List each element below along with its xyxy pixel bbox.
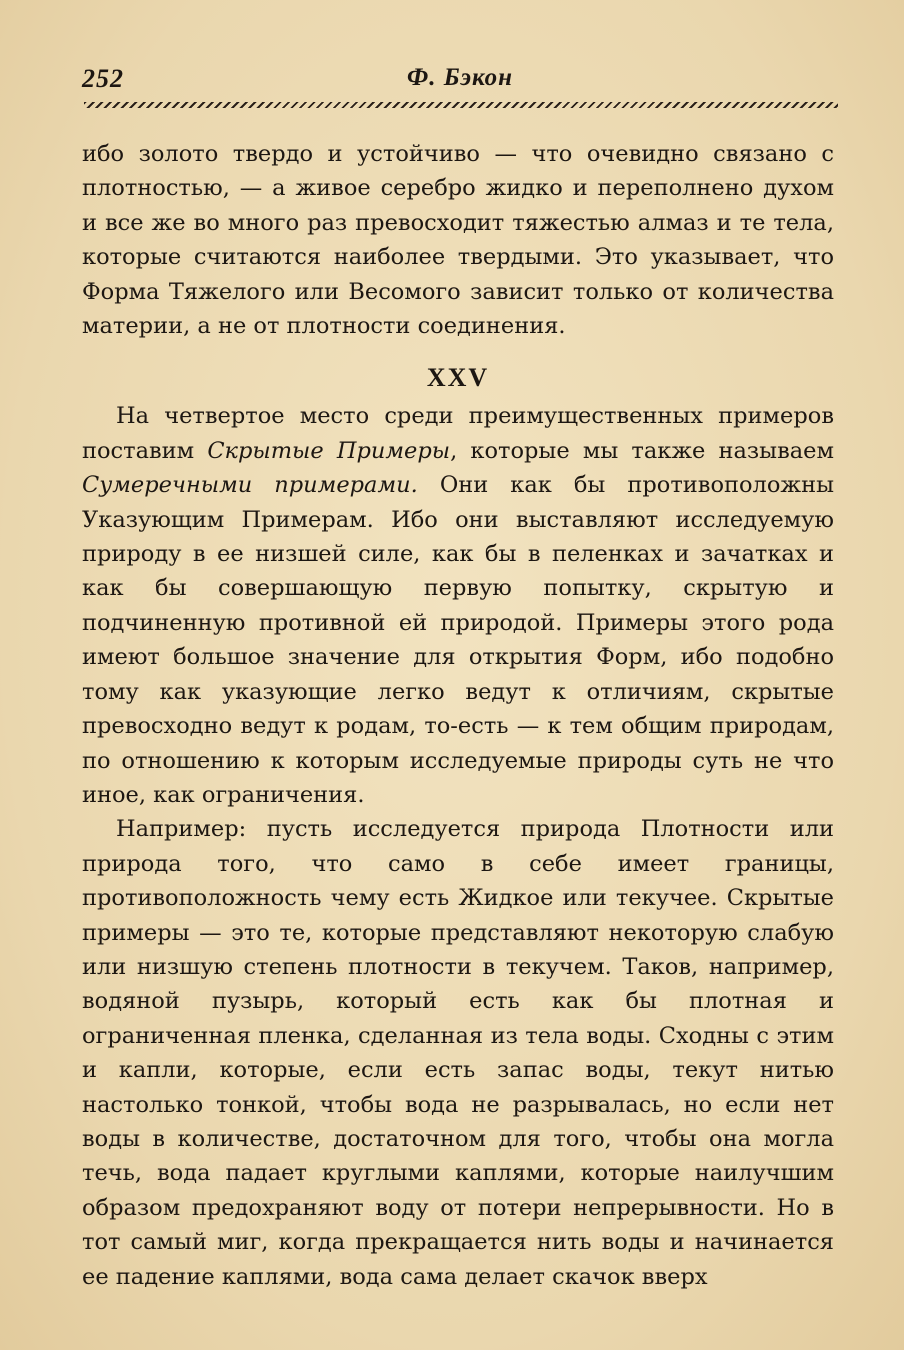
running-head: Ф. Бэкон [406, 64, 514, 91]
paragraph-hidden-instances [82, 399, 834, 812]
paragraph-text: На четвертое место среди преимущественных примеров поставим [82, 403, 834, 464]
page-number: 252 [82, 64, 124, 93]
ornamental-rule [84, 102, 838, 108]
paragraph-continuation: ибо золото твердо и устойчиво — что очевидно связано с плотностью, — а живое серебро жидко и переполнено духом и все же во много раз превосходит тяжестью алмаз и те тела, которые считаются наиболее твердыми. Это указывает, что Форма Тяжелого или Весомого зависит только от количества материи, а не от плотности соединения. [82, 141, 834, 340]
section-title: XXV [426, 363, 490, 393]
italic-term-hidden-instances: Скрытые Примеры [207, 437, 451, 464]
body-text [82, 137, 834, 1294]
italic-term-twilight-instances: Сумеречными примерами. [82, 472, 418, 499]
paragraph-example-density: Например: пусть исследуется природа Плотности или природа того, что само в себе имеет границы, противоположность чему есть Жидкое или текучее. Скрытые примеры — это те, которые представляют некоторую слабую или низшую степень плотности в текучем. Таков, например, водяной пузырь, который есть как бы плотная и ограниченная пленка, сделанная из тела воды. Сходны с этим и капли, которые, если есть запас воды, текут нитью настолько тонкой, чтобы вода не разрывалась, но если нет воды в количестве, достаточном для того, чтобы она могла течь, вода падает круглыми каплями, которые наилучшим образом предохраняют воду от потери непрерывности. Но в тот самый миг, когда прекращается нить воды и начинается ее падение каплями, вода сама делает скачок вверх [82, 816, 834, 1290]
paragraph-text: Они как бы противоположны Указующим Примерам. Ибо они выставляют исследуемую природу в ее низшей силе, как бы в пеленках и зачатках и как бы совершающую первую попытку, скрытую и подчиненную противной ей природой. Примеры этого рода имеют большое значение для открытия Форм, ибо подобно тому как указующие легко ведут к отличиям, скрытые превосходно ведут к родам, то-есть — к тем общим природам, по отношению к которым исследуемые природы суть не что иное, как ограничения. [82, 472, 834, 808]
paragraph-text: , которые мы также называем [450, 437, 834, 464]
page-header [82, 64, 838, 100]
